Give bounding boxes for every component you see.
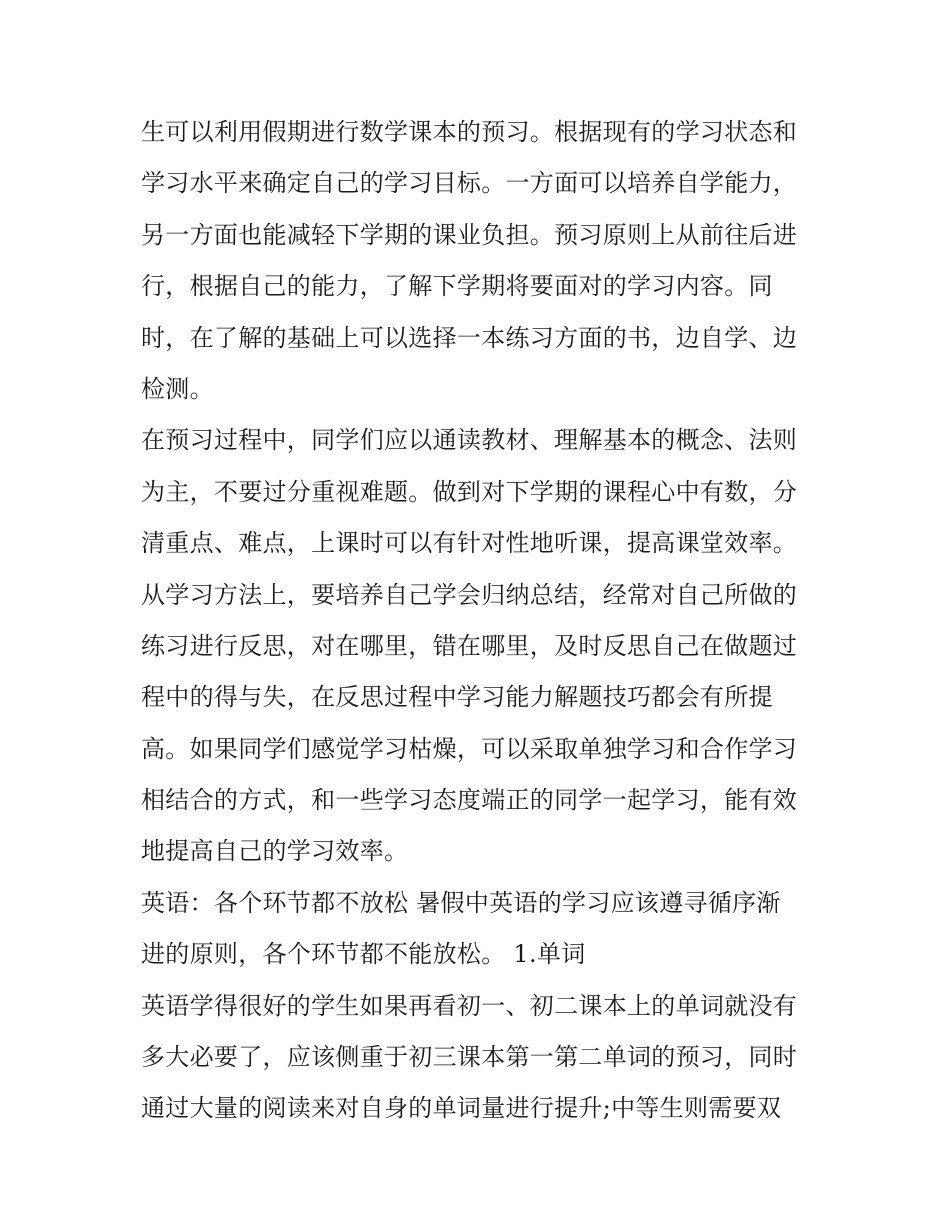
text-line: 为主，不要过分重视难题。做到对下学期的课程心中有数，分 — [141, 477, 798, 506]
text-line: 时，在了解的基础上可以选择一本练习方面的书，边自学、边 — [141, 323, 798, 352]
text-line: 英语学得很好的学生如果再看初一、初二课本上的单词就没有 — [141, 991, 798, 1020]
text-line: 相结合的方式，和一些学习态度端正的同学一起学习，能有效 — [141, 786, 798, 815]
text-line: 多大必要了，应该侧重于初三课本第一第二单词的预习，同时 — [141, 1043, 798, 1072]
text-line: 从学习方法上，要培养自己学会归纳总结，经常对自己所做的 — [141, 580, 798, 609]
text-line: 在预习过程中，同学们应以通读教材、理解基本的概念、法则 — [141, 426, 798, 455]
text-line: 通过大量的阅读来对自身的单词量进行提升;中等生则需要双 — [141, 1094, 782, 1123]
text-line: 进的原则，各个环节都不能放松。 1.单词 — [141, 940, 586, 969]
text-line: 另一方面也能减轻下学期的课业负担。预习原则上从前往后进 — [141, 220, 798, 249]
text-line: 英语：各个环节都不放松 暑假中英语的学习应该遵寻循序渐 — [141, 888, 781, 917]
text-line: 程中的得与失，在反思过程中学习能力解题技巧都会有所提 — [141, 683, 773, 712]
text-line: 检测。 — [141, 374, 214, 403]
text-line: 生可以利用假期进行数学课本的预习。根据现有的学习状态和 — [141, 118, 798, 146]
text-line: 学习水平来确定自己的学习目标。一方面可以培养自学能力， — [141, 169, 798, 198]
text-line: 行，根据自己的能力，了解下学期将要面对的学习内容。同 — [141, 272, 773, 301]
text-line: 地提高自己的学习效率。 — [141, 837, 409, 866]
text-line: 高。如果同学们感觉学习枯燥，可以采取单独学习和合作学习 — [141, 734, 798, 763]
body-text — [141, 107, 821, 1135]
text-line: 练习进行反思，对在哪里，错在哪里，及时反思自己在做题过 — [141, 631, 798, 660]
text-line: 清重点、难点，上课时可以有针对性地听课，提高课堂效率。 — [141, 529, 798, 558]
